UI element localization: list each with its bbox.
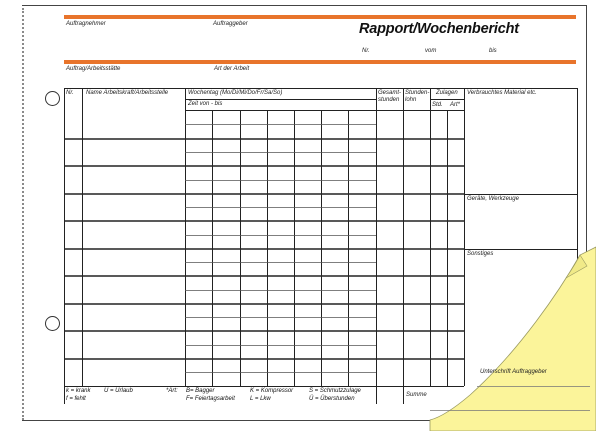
bis-label: bis [489, 48, 497, 54]
col-zulagen-header: Zulagen [436, 90, 458, 96]
col-wochentag-header: Wochentag (Mo/Di/Mi/Do/Fr/Sa/So) [188, 90, 283, 96]
col-stundenlohn-header: Stunden- lohn [405, 90, 430, 103]
legend-kk: K = Kompressor [250, 388, 294, 394]
col-gesamtstunden-header: Gesamt- stunden [378, 90, 402, 103]
col-art-header: Art* [450, 102, 461, 108]
art-der-arbeit-label: Art der Arbeit [214, 66, 250, 72]
summe-label: Summe [406, 392, 427, 398]
form-title: Rapport/Wochenbericht [359, 21, 519, 37]
legend-s: S = Schmutzzulage [309, 388, 361, 394]
legend-l: L = Lkw [250, 396, 271, 402]
legend-u: U = Urlaub [104, 388, 133, 394]
auftragnehmer-label: Auftragnehmer [66, 21, 106, 27]
legend-f2: F= Feiertagsarbeit [186, 396, 235, 402]
auftraggeber-label: Auftraggeber [213, 21, 248, 27]
legend-b: B= Bagger [186, 388, 215, 394]
nr-label: Nr. [362, 48, 370, 54]
legend-art-intro: *Art: [166, 388, 178, 394]
legend-f: f = fehlt [66, 396, 86, 402]
col-std-header: Std. [432, 102, 443, 108]
legend-k: k = krank [66, 388, 91, 394]
col-zeit-header: Zeit von - bis [188, 101, 223, 107]
geraete-header: Geräte, Werkzeuge [467, 196, 519, 202]
col-nr-header: Nr. [66, 90, 74, 96]
auftrag-arbeitsstaette-label: Auftrag/Arbeitsstätte [66, 66, 121, 72]
material-header: Verbrauchtes Material etc. [467, 90, 537, 96]
sonstiges-header: Sonstiges [467, 251, 494, 257]
signature-label: Unterschrift Auftraggeber [480, 369, 547, 375]
vom-label: vom [425, 48, 437, 54]
legend-ue: Ü = Überstunden [309, 396, 355, 402]
col-name-header: Name Arbeitskraft/Arbeitsstelle [86, 90, 169, 96]
